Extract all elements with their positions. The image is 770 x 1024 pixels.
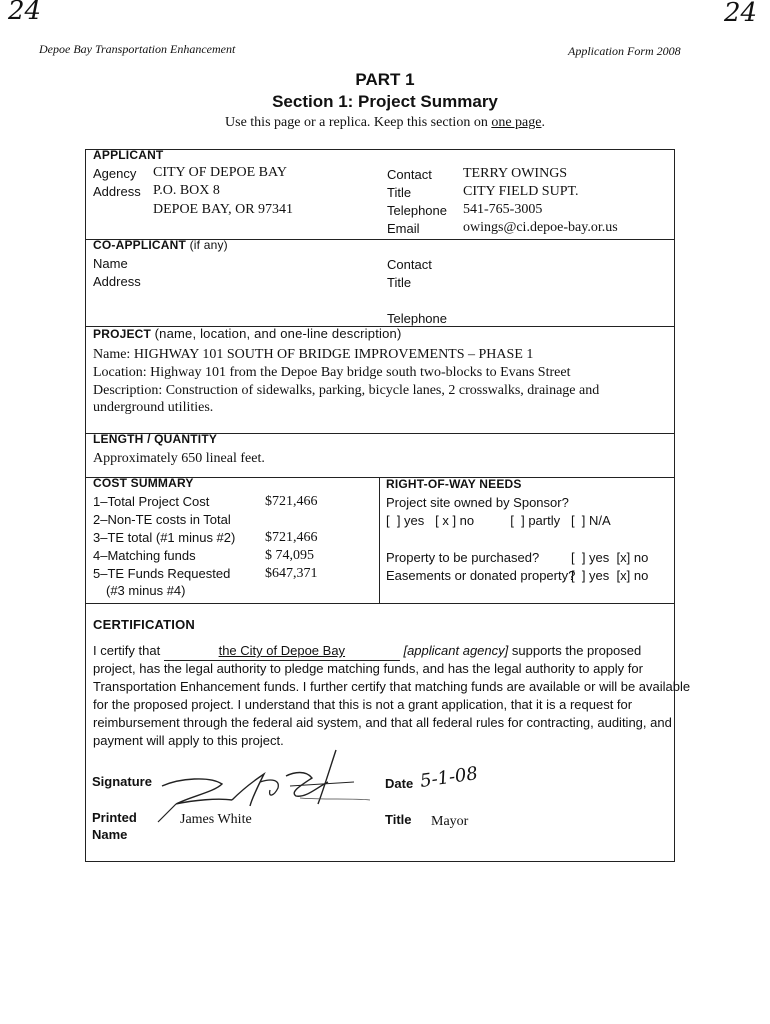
cost-row-value: $ 74,095 [265,548,314,563]
instruction-suffix: . [541,115,545,130]
signature-image [140,748,375,828]
address-line1: P.O. BOX 8 [153,183,220,198]
cost-row-label: 4–Matching funds [93,548,196,563]
printed-label: Printed [92,810,137,825]
contact-value: TERRY OWINGS [463,166,568,181]
applicant-heading: APPLICANT [93,148,164,162]
date-value: 5-1-08 [418,763,480,792]
email-value: owings@ci.depoe-bay.or.us [463,220,618,235]
cost-row-label: 2–Non-TE costs in Total [93,512,231,527]
project-name: Name: HIGHWAY 101 SOUTH OF BRIDGE IMPROVEMENTS – PHASE 1 [93,347,534,362]
page-mark-top-left: 24 [8,0,42,26]
agency-fill-text: the City of Depoe Bay [218,643,346,658]
instruction [0,115,770,131]
cert-line: for the proposed project. I understand that this is not a grant application, that it is a request for [93,697,633,712]
project-heading-text: PROJECT [93,327,152,341]
cost-row-value: $721,466 [265,494,318,509]
page-mark-top-right: 24 [724,0,758,28]
length-value: Approximately 650 lineal feet. [93,451,265,466]
title-value: CITY FIELD SUPT. [463,184,579,199]
row-q2-options: [ ] yes [x] no [571,550,649,565]
row-q1-options: [ ] yes [ x ] no [ ] partly [ ] N/A [386,513,611,528]
certification-heading: CERTIFICATION [93,617,196,632]
row-q1: Project site owned by Sponsor? [386,495,569,510]
cost-row-value: $721,466 [265,530,318,545]
cert-line: reimbursement through the federal aid system, and that all federal rules for contracting, auditing, and [93,715,672,730]
coapplicant-address-label: Address [93,274,141,289]
coapplicant-heading-text: CO-APPLICANT [93,238,187,252]
cost-row-value: $647,371 [265,566,318,581]
cost-row-label: 3–TE total (#1 minus #2) [93,530,236,545]
row-q3-options: [ ] yes [x] no [571,568,649,583]
telephone-label: Telephone [387,203,447,218]
project-description-2: underground utilities. [93,400,214,415]
divider-vertical-cost [379,477,380,603]
cert-line: project, has the legal authority to pledge matching funds, and has the legal authority to apply for [93,661,643,676]
name-label: Name [92,827,128,842]
email-label: Email [387,221,420,236]
project-description-1: Description: Construction of sidewalks, parking, bicycle lanes, 2 crosswalks, drainage and [93,383,600,398]
part-title: PART 1 [355,70,415,89]
certify-line [93,642,641,661]
coapplicant-telephone-label: Telephone [387,311,447,326]
agency-note: [applicant agency] [403,643,509,658]
agency-value: CITY OF DEPOE BAY [153,165,287,180]
date-label: Date [385,776,414,791]
coapplicant-contact-label: Contact [387,257,432,272]
coapplicant-title-label: Title [387,275,412,290]
signer-title-value: Mayor [431,814,469,829]
cost-row-label: 1–Total Project Cost [93,494,210,509]
project-location: Location: Highway 101 from the Depoe Bay bridge south two-blocks to Evans Street [93,365,571,380]
coapplicant-name-label: Name [93,256,128,271]
address-line2: DEPOE BAY, OR 97341 [153,202,294,217]
instruction-prefix: Use this page or a replica. Keep this section on [225,115,492,130]
cert-line: Transportation Enhancement funds. I further certify that matching funds are available or will be available [93,679,691,694]
telephone-value: 541-765-3005 [463,202,543,217]
address-label: Address [93,184,141,199]
signature-label: Signature [92,774,152,789]
header-right: Application Form 2008 [568,44,681,58]
agency-label: Agency [93,166,137,181]
certify-prefix: I certify that [93,643,161,658]
title-label: Title [387,185,412,200]
signer-title-label: Title [385,812,412,827]
project-heading-note: (name, location, and one-line description) [154,326,402,341]
contact-label: Contact [387,167,432,182]
agency-fill [164,642,400,661]
row-q2-label: Property to be purchased? [386,550,540,565]
cost-row5-note: (#3 minus #4) [106,583,186,598]
cost-row-label: 5–TE Funds Requested [93,566,231,581]
project-heading [93,326,402,341]
cost-heading: COST SUMMARY [93,476,194,490]
instruction-underlined: one page [491,115,542,130]
row-q3-label: Easements or donated property? [386,568,576,583]
row-heading: RIGHT-OF-WAY NEEDS [386,477,522,491]
coapplicant-heading-note: (if any) [189,238,228,252]
length-heading: LENGTH / QUANTITY [93,432,218,446]
cert-line: payment will apply to this project. [93,733,284,748]
header-left: Depoe Bay Transportation Enhancement [39,42,236,56]
coapplicant-heading [93,238,228,252]
section-title: Section 1: Project Summary [272,92,498,111]
certify-suffix: supports the proposed [511,643,642,658]
printed-name-value: James White [180,812,252,827]
divider-cost [85,603,675,604]
